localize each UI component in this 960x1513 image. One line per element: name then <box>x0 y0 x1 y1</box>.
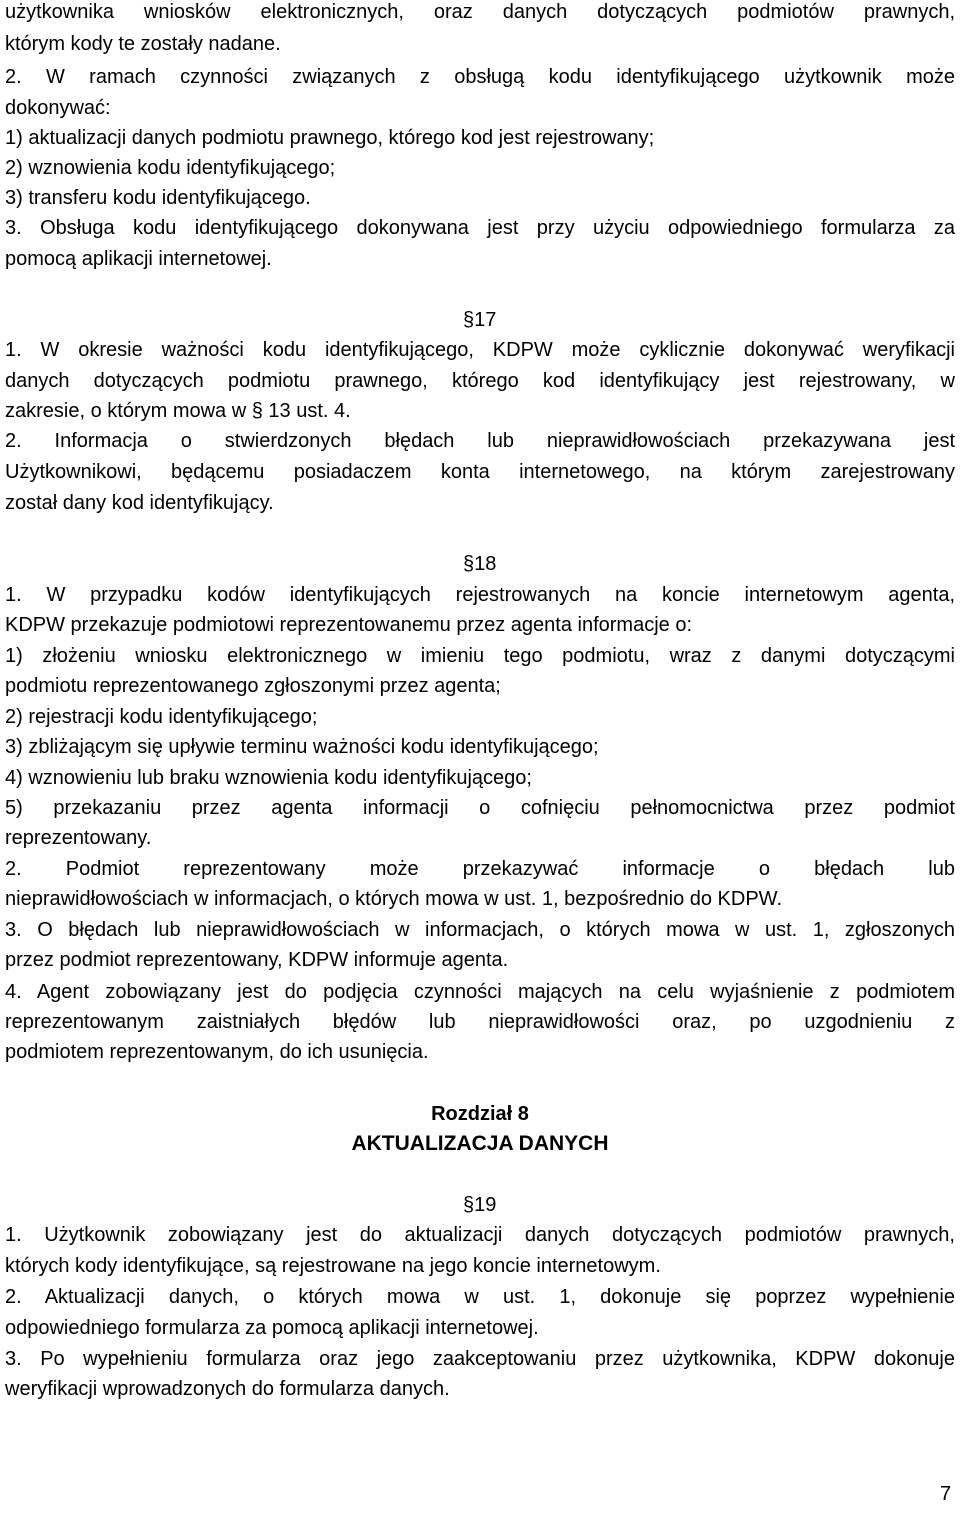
text-line: użytkownika wniosków elektronicznych, oraz danych dotyczących podmiotów prawnych, <box>5 1 955 23</box>
text-line: 1. W przypadku kodów identyfikujących rejestrowanych na koncie internetowym agenta, <box>5 584 955 606</box>
text-line: 5) przekazaniu przez agenta informacji o cofnięciu pełnomocnictwa przez podmiot <box>5 797 955 819</box>
text-line: przez podmiot reprezentowany, KDPW informuje agenta. <box>5 949 509 971</box>
text-line: 4) wznowieniu lub braku wznowienia kodu identyfikującego; <box>5 767 532 789</box>
text-line: 3. Po wypełnieniu formularza oraz jego zaakceptowaniu przez użytkownika, KDPW dokonuje <box>5 1348 955 1370</box>
text-line: 1) aktualizacji danych podmiotu prawnego, którego kod jest rejestrowany; <box>5 127 655 149</box>
text-line: 3. Obsługa kodu identyfikującego dokonywana jest przy użyciu odpowiedniego formularza za <box>5 217 955 239</box>
text-line: 1. Użytkownik zobowiązany jest do aktualizacji danych dotyczących podmiotów prawnych, <box>5 1224 955 1246</box>
text-line: 4. Agent zobowiązany jest do podjęcia czynności mających na celu wyjaśnienie z podmiotem <box>5 981 955 1003</box>
text-line: reprezentowanym zaistniałych błędów lub nieprawidłowości oraz, po uzgodnieniu z <box>5 1011 955 1033</box>
text-line: których kody identyfikujące, są rejestrowane na jego koncie internetowym. <box>5 1255 661 1277</box>
text-line: został dany kod identyfikujący. <box>5 492 274 514</box>
section-number: §18 <box>463 553 497 575</box>
text-line: 3. O błędach lub nieprawidłowościach w informacjach, o których mowa w ust. 1, zgłoszonych <box>5 919 955 941</box>
text-line: 2) rejestracji kodu identyfikującego; <box>5 706 318 728</box>
text-line: 2. Podmiot reprezentowany może przekazywać informacje o błędach lub <box>5 858 955 880</box>
text-line: zakresie, o którym mowa w § 13 ust. 4. <box>5 400 351 422</box>
text-line: 1) złożeniu wniosku elektronicznego w imieniu tego podmiotu, wraz z danymi dotyczącymi <box>5 645 955 667</box>
chapter-number: Rozdział 8 <box>431 1103 529 1125</box>
text-line: 3) zbliżającym się upływie terminu ważności kodu identyfikującego; <box>5 736 599 758</box>
text-line: którym kody te zostały nadane. <box>5 33 281 55</box>
text-line: 3) transferu kodu identyfikującego. <box>5 187 311 209</box>
text-line: 2) wznowienia kodu identyfikującego; <box>5 157 336 179</box>
text-line: dokonywać: <box>5 97 111 119</box>
text-line: 2. Aktualizacji danych, o których mowa w ust. 1, dokonuje się poprzez wypełnienie <box>5 1286 955 1308</box>
text-line: danych dotyczących podmiotu prawnego, którego kod identyfikujący jest rejestrowany, w <box>5 370 955 392</box>
text-line: weryfikacji wprowadzonych do formularza danych. <box>5 1378 450 1400</box>
section-number: §17 <box>463 309 497 331</box>
text-line: 2. Informacja o stwierdzonych błędach lub nieprawidłowościach przekazywana jest <box>5 430 955 452</box>
text-line: nieprawidłowościach w informacjach, o których mowa w ust. 1, bezpośrednio do KDPW. <box>5 888 783 910</box>
text-line: podmiotu reprezentowanego zgłoszonymi przez agenta; <box>5 675 501 697</box>
text-line: odpowiedniego formularza za pomocą aplikacji internetowej. <box>5 1317 539 1339</box>
text-line: KDPW przekazuje podmiotowi reprezentowanemu przez agenta informacje o: <box>5 614 693 636</box>
text-line: reprezentowany. <box>5 827 152 849</box>
text-line: podmiotem reprezentowanym, do ich usunięcia. <box>5 1041 429 1063</box>
page-number: 7 <box>940 1483 952 1505</box>
text-line: pomocą aplikacji internetowej. <box>5 248 272 270</box>
text-line: 2. W ramach czynności związanych z obsługą kodu identyfikującego użytkownik może <box>5 66 955 88</box>
text-line: 1. W okresie ważności kodu identyfikującego, KDPW może cyklicznie dokonywać weryfikacji <box>5 339 955 361</box>
text-line: Użytkownikowi, będącemu posiadaczem konta internetowego, na którym zarejestrowany <box>5 461 955 483</box>
chapter-title: AKTUALIZACJA DANYCH <box>351 1132 609 1155</box>
section-number: §19 <box>463 1194 497 1216</box>
